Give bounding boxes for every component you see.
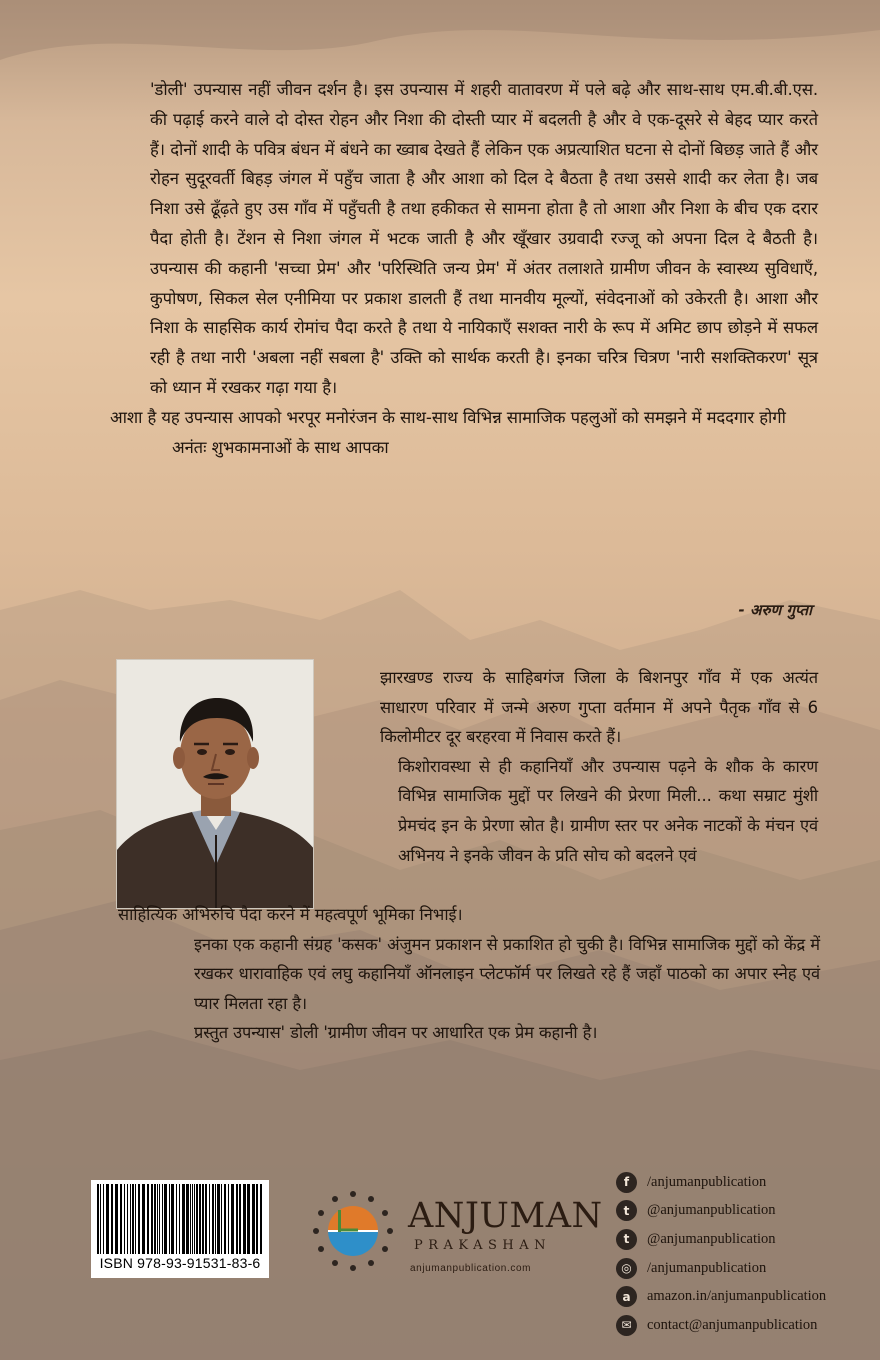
publisher-logo-icon [308,1186,398,1276]
social-links [616,1168,866,1340]
bio-paragraph: साहित्यिक अभिरुचि पैदा करने में महत्वपूर्ण भूमिका निभाई। [118,905,463,924]
barcode-bar [192,1184,193,1254]
barcode-bar [97,1184,99,1254]
barcode-bar [157,1184,158,1254]
bio-paragraph: प्रस्तुत उपन्यास' डोली 'ग्रामीण जीवन पर आधारित एक प्रेम कहानी है। [194,1023,598,1043]
social-amazon[interactable] [616,1282,866,1311]
barcode-bars [95,1184,265,1254]
social-facebook-text: /anjumanpublication [647,1173,767,1190]
blurb-paragraph: आशा है यह उपन्यास आपको भरपूर मनोरंजन के साथ-साथ विभिन्न सामाजिक पहलुओं को समझने में मददगार होगी [110,407,786,427]
barcode-bar [132,1184,134,1254]
social-facebook[interactable] [616,1168,866,1197]
barcode-bar [194,1184,195,1254]
barcode-bar [196,1184,198,1254]
author-signature: - अरुण गुप्ता [738,601,812,619]
isbn-number: ISBN 978-93-91531-83-6 [99,1255,261,1271]
barcode-bar [205,1184,207,1254]
barcode-bar [217,1184,220,1254]
social-amazon-text: amazon.in/anjumanpublication [647,1288,827,1305]
barcode-bar [221,1184,222,1254]
twitter-icon: t [616,1229,637,1250]
facebook-icon: f [616,1172,637,1193]
barcode-bar [100,1184,101,1254]
isbn-barcode [91,1180,269,1278]
instagram-icon: ◎ [616,1258,637,1279]
barcode-bar [209,1184,210,1254]
barcode-bar [169,1184,170,1254]
blurb-closing: अनंतः शुभकामनाओं के साथ आपका [172,437,389,457]
barcode-bar [162,1184,163,1254]
barcode-bar [159,1184,160,1254]
blurb-paragraph: 'डोली' उपन्यास नहीं जीवन दर्शन है। इस उपन्यास में शहरी वातावरण में पले बढ़े और साथ-साथ एम.बी.बी.एस. की पढ़ाई करने वाले दो दोस्त रोहन और निशा की दोस्ती प्यार में बदलती है और वे एक-दूसरे से बेहद प्यार करते हैं। दोनों शादी के पवित्र बंधन में बंधने का ख्वाब देखते हैं लेकिन एक अप्रत्याशित घटना से दोनों बिछड़ जाते हैं और रोहन सुदूरवर्ती बिहड़ जंगल में पहुँच जाता है और आशा को दिल दे बैठता है तथा उससे शादी कर लेता है। जब निशा उसे ढूँढ़ते हुए उस गाँव में पहुँचती है तथा हकीकत से सामना होता है तो आशा और निशा के बीच एक दरार पैदा होती है। टेंशन से निशा जंगल में भटक जाती है और खूँखार उग्रवादी रज्जू को अपना दिल दे बैठती है। उपन्यास की कहानी 'सच्चा प्रेम' और 'परिस्थिति जन्य प्रेम' में अंतर तलाशते ग्रामीण जीवन के स्वास्थ्य सुविधाएँ, कुपोषण, सिकल सेल एनीमिया पर प्रकाश डालती हैं तथा मानवीय मूल्यों, संवेदनाओं को उकेरती है। आशा और निशा के साहसिक कार्य रोमांच पैदा करते है तथा ये नायिकाएँ सशक्त नारी के रूप में अमिट छाप छोड़ने में सफल रही है तथा नारी 'अबला नहीं सबला है' उक्ति को सार्थक करती है। इनका चरित्र चित्रण 'नारी सशक्तिकरण' सूत्र को ध्यान में रखकर गढ़ा गया है। [150,80,818,397]
barcode-bar [252,1184,255,1254]
social-twitter-2[interactable] [616,1225,866,1254]
twitter-icon: t [616,1200,637,1221]
barcode-bar [182,1184,185,1254]
barcode-bar [176,1184,177,1254]
barcode-bar [186,1184,189,1254]
barcode-bar [199,1184,201,1254]
barcode-bar [228,1184,229,1254]
barcode-bar [171,1184,174,1254]
barcode-bar [179,1184,180,1254]
social-instagram-text: /anjumanpublication [647,1259,767,1276]
mail-icon: ✉ [616,1315,637,1336]
publisher-name: ANJUMAN [408,1196,603,1236]
barcode-bar [215,1184,216,1254]
barcode-bar [239,1184,241,1254]
social-email[interactable] [616,1311,866,1340]
barcode-bar [202,1184,204,1254]
barcode-bar [106,1184,109,1254]
barcode-bar [130,1184,131,1254]
social-twitter-text: @anjumanpublication [647,1202,776,1219]
barcode-bar [142,1184,145,1254]
barcode-bar [138,1184,140,1254]
barcode-bar [111,1184,113,1254]
author-bio-bottom [118,900,820,1048]
publisher-website: anjumanpublication.com [410,1263,532,1274]
barcode-bar [154,1184,156,1254]
barcode-bar [256,1184,258,1254]
barcode-bar [231,1184,234,1254]
bio-paragraph: झारखण्ड राज्य के साहिबगंज जिला के बिशनपुर गाँव में एक अत्यंत साधारण परिवार में जन्मे अरुण गुप्ता वर्तमान में अपने पैतृक गाँव से 6 किलोमीटर दूर बरहरवा में निवास करते हैं। [380,668,818,747]
social-email-text: contact@anjumanpublication [647,1316,818,1333]
amazon-icon: a [616,1286,637,1307]
barcode-bar [243,1184,246,1254]
barcode-bar [260,1184,262,1254]
back-cover-blurb [110,75,818,462]
barcode-bar [151,1184,153,1254]
barcode-bar [212,1184,214,1254]
barcode-bar [190,1184,191,1254]
social-twitter-2-text: @anjumanpublication [647,1230,776,1247]
barcode-bar [120,1184,122,1254]
barcode-bar [124,1184,125,1254]
barcode-bar [103,1184,104,1254]
social-twitter[interactable] [616,1197,866,1226]
barcode-bar [236,1184,238,1254]
barcode-bar [247,1184,250,1254]
bio-paragraph: किशोरावस्था से ही कहानियाँ और उपन्यास पढ़ने के शौक के कारण विभिन्न सामाजिक मुद्दों पर लिखने की प्रेरणा मिली... कथा सम्राट मुंशी प्रेमचंद इन के प्रेरणा स्रोत है। ग्रामीण स्तर पर अनेक नाटकों के मंचन एवं अभिनय ने इनके जीवन के प्रति सोच को बदलने एवं [398,756,818,865]
barcode-bar [127,1184,128,1254]
barcode-bar [164,1184,167,1254]
author-bio-top [318,663,818,870]
social-instagram[interactable] [616,1254,866,1283]
barcode-bar [135,1184,136,1254]
barcode-bar [224,1184,226,1254]
bio-paragraph: इनका एक कहानी संग्रह 'कसक' अंजुमन प्रकाशन से प्रकाशित हो चुकी है। विभिन्न सामाजिक मुद्दों को केंद्र में रखकर धारावाहिक एवं लघु कहानियाँ ऑनलाइन प्लेटफॉर्म पर लिखते रहे हैं जहाँ पाठको का अपार स्नेह एवं प्यार मिलता रहा है। [194,934,820,1013]
publisher-subtitle: PRAKASHAN [414,1238,552,1253]
barcode-bar [147,1184,149,1254]
author-photo [116,659,314,909]
barcode-bar [115,1184,118,1254]
